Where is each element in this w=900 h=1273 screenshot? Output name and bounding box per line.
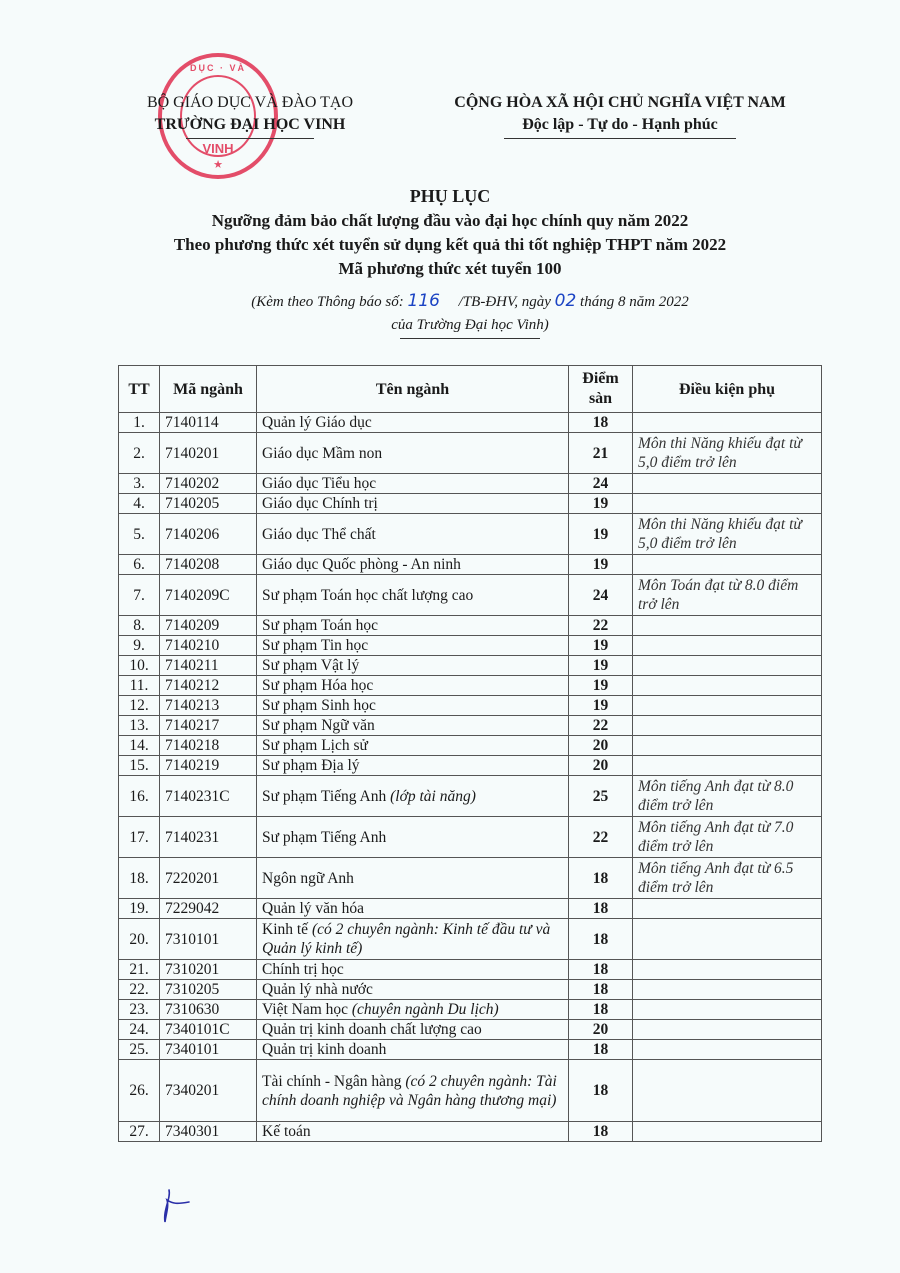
major-name-text: Quản trị kinh doanh chất lượng cao [262, 1021, 482, 1038]
major-name [257, 413, 569, 433]
threshold-score: 18 [569, 1060, 633, 1122]
document-subtitle-1: Ngưỡng đảm bảo chất lượng đầu vào đại học chính quy năm 2022 [211, 211, 689, 230]
table-row [119, 716, 822, 736]
row-number: 13. [119, 716, 160, 736]
threshold-score: 19 [569, 494, 633, 514]
signature-icon [155, 1188, 195, 1228]
major-name [257, 555, 569, 575]
threshold-score: 18 [569, 960, 633, 980]
table-body [119, 413, 822, 1142]
row-number: 5. [119, 514, 160, 555]
major-name-text: Quản lý văn hóa [262, 900, 365, 917]
extra-condition [633, 736, 822, 756]
threshold-score: 20 [569, 1020, 633, 1040]
ministry-name: BỘ GIÁO DỤC VÀ ĐÀO TẠO [146, 94, 354, 111]
extra-condition [633, 899, 822, 919]
major-code: 7140212 [160, 676, 257, 696]
major-name-text: Sư phạm Sinh học [262, 697, 376, 714]
table-row [119, 1000, 822, 1020]
major-name-text: Giáo dục Thể chất [262, 525, 376, 543]
ministry-header [120, 92, 380, 139]
major-name-text: Sư phạm Tin học [262, 637, 369, 654]
extra-condition: Môn tiếng Anh đạt từ 6.5 điểm trở lên [633, 858, 822, 899]
table-row [119, 514, 822, 555]
major-name-text: Kế toán [262, 1123, 311, 1140]
major-name [257, 616, 569, 636]
row-number: 2. [119, 433, 160, 474]
threshold-score: 18 [569, 899, 633, 919]
row-number: 25. [119, 1040, 160, 1060]
national-motto: Độc lập - Tự do - Hạnh phúc [522, 116, 718, 133]
extra-condition [633, 696, 822, 716]
attachment-prefix: (Kèm theo Thông báo số: [251, 294, 408, 310]
header-dieu-kien-phu: Điều kiện phụ [633, 366, 822, 413]
threshold-score: 18 [569, 1040, 633, 1060]
major-name [257, 656, 569, 676]
header-tt: TT [119, 366, 160, 413]
extra-condition [633, 656, 822, 676]
table-row [119, 696, 822, 716]
major-code: 7310205 [160, 980, 257, 1000]
major-name-text: Việt Nam học [262, 1001, 352, 1018]
table-row [119, 736, 822, 756]
row-number: 8. [119, 616, 160, 636]
table-row [119, 676, 822, 696]
table-row [119, 776, 822, 817]
threshold-score: 19 [569, 696, 633, 716]
admission-threshold-table [118, 365, 822, 1142]
major-name-note: (có 2 chuyên ngành: Tài chính doanh nghiệp và Ngân hàng thương mại) [262, 1072, 557, 1109]
extra-condition [633, 555, 822, 575]
attachment-suffix: tháng 8 năm 2022 [576, 294, 689, 310]
major-code: 7310101 [160, 919, 257, 960]
table-row [119, 817, 822, 858]
row-number: 6. [119, 555, 160, 575]
major-name [257, 736, 569, 756]
row-number: 26. [119, 1060, 160, 1122]
major-code: 7140231 [160, 817, 257, 858]
table-row [119, 899, 822, 919]
major-code: 7140114 [160, 413, 257, 433]
major-name [257, 1122, 569, 1142]
table-row [119, 858, 822, 899]
row-number: 27. [119, 1122, 160, 1142]
document-subtitle-3: Mã phương thức xét tuyển 100 [338, 259, 562, 278]
major-name-text: Giáo dục Chính trị [262, 495, 378, 512]
threshold-score: 19 [569, 514, 633, 555]
extra-condition: Môn thi Năng khiếu đạt từ 5,0 điểm trở lên [633, 514, 822, 555]
major-code: 7340201 [160, 1060, 257, 1122]
row-number: 11. [119, 676, 160, 696]
major-name-text: Sư phạm Địa lý [262, 757, 360, 774]
national-header [400, 92, 840, 139]
table-row [119, 1122, 822, 1142]
major-code: 7140205 [160, 494, 257, 514]
major-name-text: Ngôn ngữ Anh [262, 869, 354, 887]
major-name [257, 514, 569, 555]
attachment-mid: /TB-ĐHV, ngày [458, 294, 555, 310]
major-name-text: Sư phạm Hóa học [262, 677, 374, 694]
major-name-text: Giáo dục Quốc phòng - An ninh [262, 556, 461, 573]
extra-condition: Môn tiếng Anh đạt từ 7.0 điểm trở lên [633, 817, 822, 858]
row-number: 22. [119, 980, 160, 1000]
extra-condition [633, 1040, 822, 1060]
row-number: 12. [119, 696, 160, 716]
table-row [119, 494, 822, 514]
threshold-score: 21 [569, 433, 633, 474]
major-name-text: Sư phạm Lịch sử [262, 737, 368, 754]
extra-condition [633, 1060, 822, 1122]
divider [186, 138, 314, 139]
notice-day: 02 [554, 291, 577, 311]
major-code: 7140219 [160, 756, 257, 776]
row-number: 15. [119, 756, 160, 776]
major-name-note: (chuyên ngành Du lịch) [351, 1001, 499, 1018]
major-name-note: (có 2 chuyên ngành: Kinh tế đầu tư và Quản lý kinh tế) [262, 921, 551, 957]
threshold-score: 18 [569, 919, 633, 960]
major-code: 7140213 [160, 696, 257, 716]
major-name [257, 696, 569, 716]
major-name [257, 474, 569, 494]
extra-condition [633, 676, 822, 696]
row-number: 17. [119, 817, 160, 858]
threshold-score: 20 [569, 756, 633, 776]
row-number: 7. [119, 575, 160, 616]
major-name-text: Sư phạm Tiếng Anh [262, 787, 391, 805]
extra-condition [633, 636, 822, 656]
extra-condition: Môn tiếng Anh đạt từ 8.0 điểm trở lên [633, 776, 822, 817]
major-name [257, 1000, 569, 1020]
table-row [119, 1060, 822, 1122]
major-name-text: Sư phạm Ngữ văn [262, 717, 375, 734]
threshold-score: 24 [569, 575, 633, 616]
major-code: 7140201 [160, 433, 257, 474]
major-code: 7140210 [160, 636, 257, 656]
major-code: 7140208 [160, 555, 257, 575]
table-row [119, 756, 822, 776]
extra-condition [633, 1000, 822, 1020]
major-code: 7310201 [160, 960, 257, 980]
country-name: CỘNG HÒA XÃ HỘI CHỦ NGHĨA VIỆT NAM [454, 94, 786, 111]
major-name [257, 858, 569, 899]
row-number: 3. [119, 474, 160, 494]
threshold-score: 19 [569, 555, 633, 575]
threshold-score: 18 [569, 1000, 633, 1020]
table-header-row [119, 366, 822, 413]
table-row [119, 474, 822, 494]
threshold-score: 18 [569, 413, 633, 433]
major-code: 7140202 [160, 474, 257, 494]
table-row [119, 980, 822, 1000]
threshold-score: 19 [569, 676, 633, 696]
extra-condition [633, 1020, 822, 1040]
row-number: 1. [119, 413, 160, 433]
extra-condition [633, 1122, 822, 1142]
extra-condition: Môn Toán đạt từ 8.0 điểm trở lên [633, 575, 822, 616]
major-name-text: Sư phạm Vật lý [262, 657, 360, 674]
row-number: 10. [119, 656, 160, 676]
major-name-text: Quản trị kinh doanh [262, 1041, 387, 1058]
major-name-text: Giáo dục Mầm non [262, 444, 383, 462]
major-name [257, 433, 569, 474]
attachment-reference [100, 290, 840, 339]
university-name: TRƯỜNG ĐẠI HỌC VINH [154, 116, 346, 133]
row-number: 23. [119, 1000, 160, 1020]
major-name-text: Sư phạm Toán học chất lượng cao [262, 586, 474, 604]
threshold-score: 18 [569, 980, 633, 1000]
table-row [119, 616, 822, 636]
table-row [119, 656, 822, 676]
table-row [119, 433, 822, 474]
row-number: 20. [119, 919, 160, 960]
document-subtitle-2: Theo phương thức xét tuyển sử dụng kết quả thi tốt nghiệp THPT năm 2022 [173, 235, 727, 254]
major-name [257, 1020, 569, 1040]
table-row [119, 1020, 822, 1040]
major-code: 7140209C [160, 575, 257, 616]
table-row [119, 575, 822, 616]
header-ma-nganh: Mã ngành [160, 366, 257, 413]
table-row [119, 413, 822, 433]
row-number: 14. [119, 736, 160, 756]
threshold-score: 22 [569, 616, 633, 636]
major-code: 7220201 [160, 858, 257, 899]
notice-number: 116 [407, 291, 440, 311]
major-name-text: Quản lý Giáo dục [262, 414, 372, 431]
row-number: 9. [119, 636, 160, 656]
major-code: 7229042 [160, 899, 257, 919]
table-row [119, 636, 822, 656]
major-name [257, 636, 569, 656]
extra-condition [633, 413, 822, 433]
major-name [257, 980, 569, 1000]
threshold-score: 18 [569, 858, 633, 899]
threshold-score: 19 [569, 656, 633, 676]
major-code: 7140217 [160, 716, 257, 736]
threshold-score: 19 [569, 636, 633, 656]
row-number: 16. [119, 776, 160, 817]
major-name [257, 1060, 569, 1122]
major-code: 7340101 [160, 1040, 257, 1060]
major-name-text: Tài chính - Ngân hàng [262, 1072, 406, 1090]
major-code: 7140218 [160, 736, 257, 756]
major-code: 7140209 [160, 616, 257, 636]
extra-condition [633, 756, 822, 776]
threshold-score: 25 [569, 776, 633, 817]
major-name [257, 676, 569, 696]
threshold-score: 22 [569, 817, 633, 858]
extra-condition [633, 980, 822, 1000]
major-code: 7140231C [160, 776, 257, 817]
extra-condition [633, 616, 822, 636]
divider [400, 338, 540, 339]
major-name-text: Chính trị học [262, 961, 344, 978]
document-title: PHỤ LỤC [409, 186, 491, 206]
threshold-score: 24 [569, 474, 633, 494]
major-name-text: Sư phạm Toán học [262, 617, 378, 634]
major-name-text: Quản lý nhà nước [262, 981, 373, 998]
extra-condition: Môn thi Năng khiếu đạt từ 5,0 điểm trở lên [633, 433, 822, 474]
major-name [257, 716, 569, 736]
major-name [257, 919, 569, 960]
major-name-text: Sư phạm Tiếng Anh [262, 828, 387, 846]
major-name-text: Giáo dục Tiểu học [262, 475, 377, 492]
header-ten-nganh: Tên ngành [257, 366, 569, 413]
row-number: 21. [119, 960, 160, 980]
major-code: 7140211 [160, 656, 257, 676]
table-row [119, 555, 822, 575]
major-name [257, 960, 569, 980]
extra-condition [633, 716, 822, 736]
major-name-text: Kinh tế [262, 921, 312, 938]
extra-condition [633, 474, 822, 494]
major-name [257, 575, 569, 616]
extra-condition [633, 494, 822, 514]
extra-condition [633, 960, 822, 980]
divider [504, 138, 736, 139]
major-code: 7310630 [160, 1000, 257, 1020]
extra-condition [633, 919, 822, 960]
stamp-center-text: VINH [202, 141, 234, 156]
major-code: 7340101C [160, 1020, 257, 1040]
major-name [257, 1040, 569, 1060]
major-name [257, 817, 569, 858]
threshold-score: 20 [569, 736, 633, 756]
star-icon: ★ [213, 159, 223, 171]
row-number: 19. [119, 899, 160, 919]
major-name [257, 776, 569, 817]
row-number: 18. [119, 858, 160, 899]
row-number: 24. [119, 1020, 160, 1040]
major-name [257, 756, 569, 776]
threshold-score: 18 [569, 1122, 633, 1142]
header-diem-san: Điểm sàn [569, 366, 633, 413]
attachment-issuer: của Trường Đại học Vinh) [391, 317, 549, 333]
table-row [119, 960, 822, 980]
major-name-note: (lớp tài năng) [390, 787, 476, 805]
major-name [257, 494, 569, 514]
stamp-top-text: DỤC · VÀ [190, 63, 246, 73]
major-code: 7140206 [160, 514, 257, 555]
row-number: 4. [119, 494, 160, 514]
major-name [257, 899, 569, 919]
major-code: 7340301 [160, 1122, 257, 1142]
table-row [119, 1040, 822, 1060]
threshold-score: 22 [569, 716, 633, 736]
table-row [119, 919, 822, 960]
